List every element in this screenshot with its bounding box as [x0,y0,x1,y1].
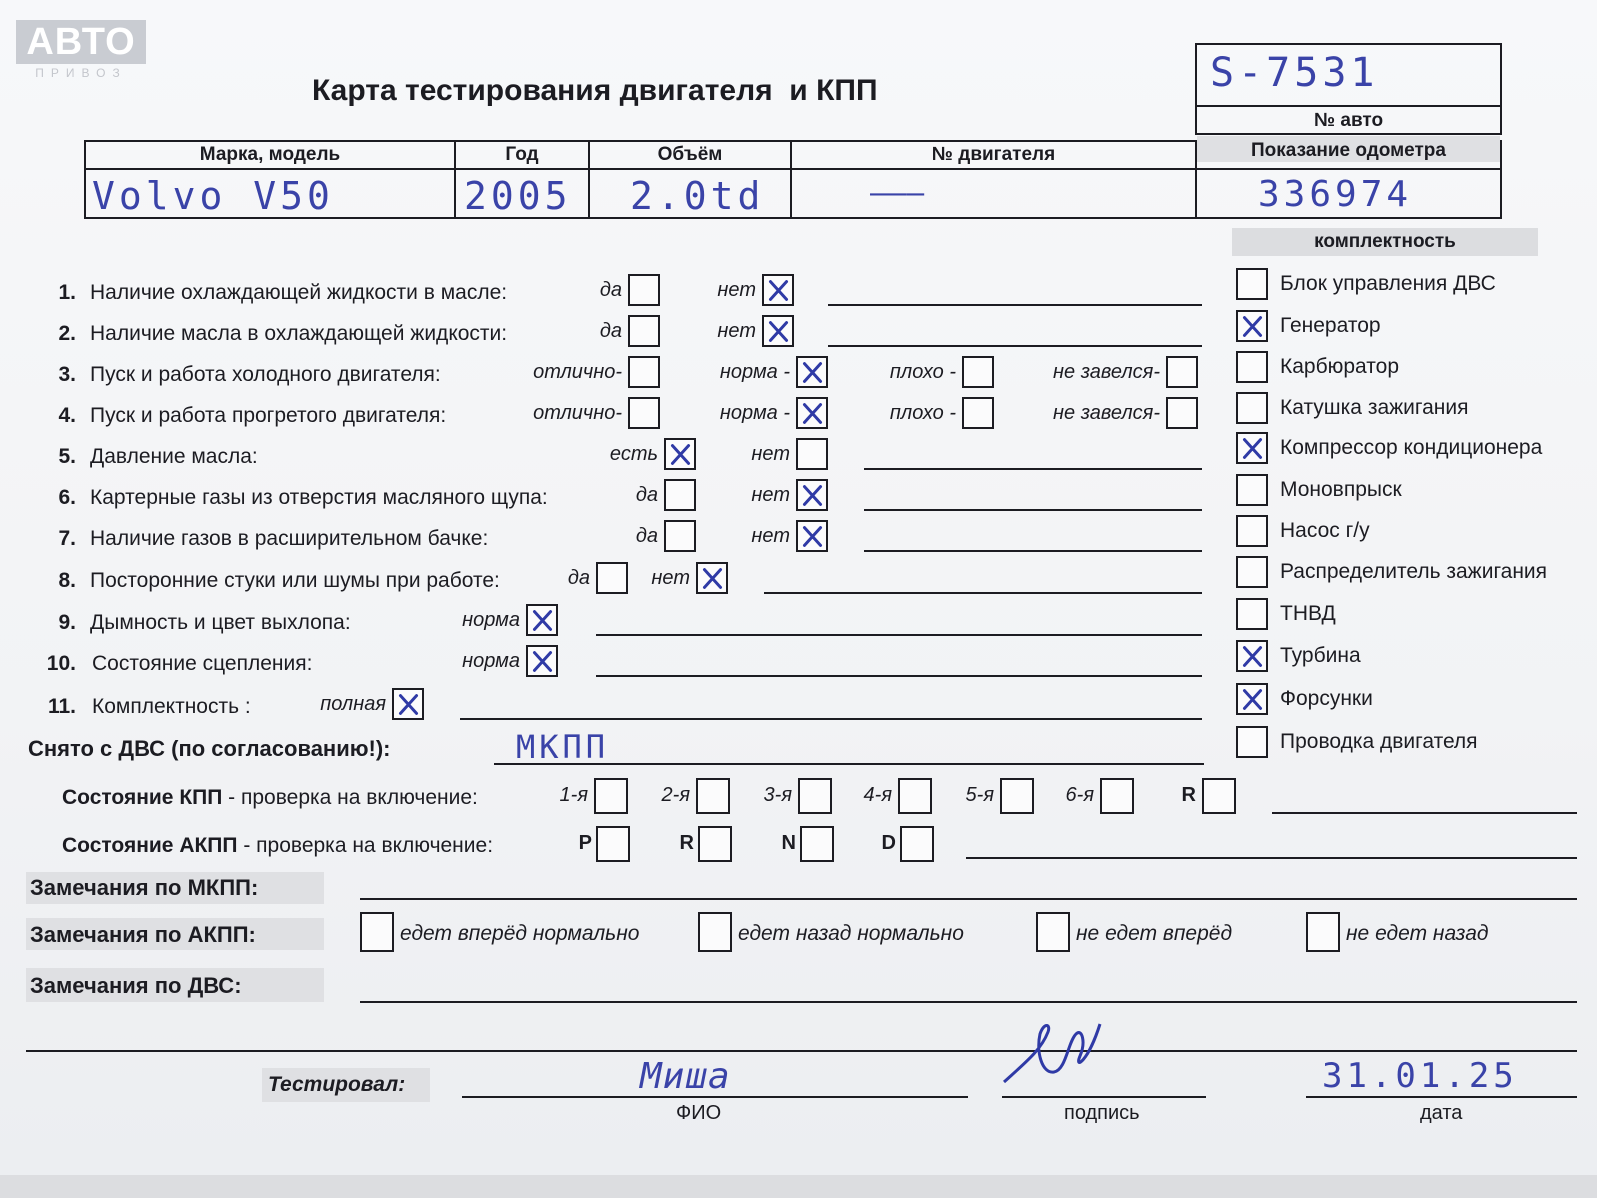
completeness-item-label: Компрессор кондиционера [1280,436,1543,459]
option-label: норма - [719,402,790,424]
kpp-gear-label: 1-я [559,784,588,806]
option-label: да [599,279,622,301]
completeness-item-label: Моновпрыск [1280,478,1402,501]
akpp-mode-label: D [881,832,896,854]
removed-value: МКПП [516,728,610,766]
answer-line [596,634,1202,636]
kpp-label-rest: - проверка на включение: [222,786,478,809]
option-label: норма [462,650,520,672]
option-checkbox[interactable] [1166,356,1198,388]
completeness-item-label: Карбюратор [1280,355,1400,378]
option-checkbox[interactable] [628,356,660,388]
name-caption: ФИО [676,1102,722,1124]
answer-line [828,304,1202,306]
tester-name: Миша [640,1056,731,1097]
header-year: Год [505,144,539,165]
answer-line [596,675,1202,677]
answer-line [828,345,1202,347]
option-checkbox[interactable] [696,562,728,594]
value-engine-no: ——— [870,176,925,211]
completeness-item-label: Проводка двигателя [1280,730,1478,753]
kpp-line [1272,812,1577,814]
completeness-checkbox[interactable] [1236,392,1268,424]
answer-line [764,592,1202,594]
remarks-mkpp-line [360,898,1577,900]
answer-line [864,509,1202,511]
question-text: Дымность и цвет выхлопа: [90,611,351,634]
kpp-gear-checkbox[interactable] [696,778,730,814]
remarks-mkpp-label: Замечания по МКПП: [30,875,259,900]
completeness-checkbox[interactable] [1236,268,1268,300]
kpp-gear-checkbox[interactable] [1100,778,1134,814]
kpp-gear-label: 5-я [965,784,994,806]
answer-line [864,468,1202,470]
auto-number-value: S-7531 [1210,50,1379,96]
option-checkbox[interactable] [962,397,994,429]
option-label: норма - [719,361,790,383]
akpp-remark-checkbox[interactable] [360,912,394,952]
option-label: отлично- [533,402,622,424]
kpp-gear-label: R [1181,784,1196,806]
question-text: Наличие охлаждающей жидкости в масле: [90,281,508,304]
avto-logo-subtitle: ПРИВОЗ [35,66,127,80]
completeness-item-label: Насос г/у [1280,519,1370,542]
question-text: Наличие газов в расширительном бачке: [90,527,489,550]
completeness-checkbox[interactable] [1236,556,1268,588]
kpp-gear-checkbox[interactable] [1000,778,1034,814]
option-label: не завелся- [1053,402,1160,424]
option-label: отлично- [533,361,622,383]
akpp-remark-label: едет вперёд нормально [400,922,640,945]
kpp-gear-label: 2-я [661,784,690,806]
question-text: Состояние сцепления: [92,652,313,675]
value-odometer: 336974 [1258,174,1413,215]
option-checkbox[interactable] [526,645,558,677]
signature-line [1002,1096,1206,1098]
header-engine-no: № двигателя [931,144,1056,165]
remarks-dvs-line-2 [26,1050,1577,1052]
kpp-gear-checkbox[interactable] [1202,778,1236,814]
completeness-checkbox[interactable] [1236,432,1268,464]
completeness-item-label: Распределитель зажигания [1280,560,1548,583]
option-checkbox[interactable] [796,356,828,388]
kpp-gear-checkbox[interactable] [798,778,832,814]
tested-label: Тестировал: [268,1073,406,1096]
date-caption: дата [1420,1102,1463,1124]
option-checkbox[interactable] [1166,397,1198,429]
question-text: Пуск и работа прогретого двигателя: [90,404,447,427]
question-number: 6. [58,486,76,509]
completeness-item-label: Катушка зажигания [1280,396,1469,419]
akpp-mode-checkbox[interactable] [800,826,834,862]
option-label: нет [717,320,756,342]
akpp-remark-checkbox[interactable] [1306,912,1340,952]
option-label: нет [751,443,790,465]
auto-number-divider [1195,105,1502,107]
completeness-item-label: Генератор [1280,314,1381,337]
akpp-remark-checkbox[interactable] [1036,912,1070,952]
question-number: 2. [58,322,76,345]
background-strip [0,1175,1597,1198]
option-label: есть [609,443,658,465]
completeness-item-label: ТНВД [1280,602,1336,625]
auto-number-label: № авто [1313,110,1384,131]
completeness-item-label: Турбина [1280,644,1361,667]
question-text: Наличие масла в охлаждающей жидкости: [90,322,508,345]
option-checkbox[interactable] [762,274,794,306]
option-checkbox[interactable] [628,397,660,429]
completeness-checkbox[interactable] [1236,598,1268,630]
kpp-gear-checkbox[interactable] [594,778,628,814]
option-checkbox[interactable] [762,315,794,347]
answer-line [864,550,1202,552]
akpp-remark-label: не едет назад [1346,922,1489,945]
test-date: 31.01.25 [1322,1056,1518,1096]
completeness-item-label: Блок управления ДВС [1280,272,1496,295]
option-checkbox[interactable] [796,520,828,552]
option-label: норма [462,609,520,631]
option-checkbox[interactable] [664,479,696,511]
akpp-mode-checkbox[interactable] [698,826,732,862]
question-number: 7. [58,527,76,550]
question-number: 11. [47,695,76,718]
kpp-label [62,786,478,810]
option-checkbox[interactable] [796,438,828,470]
kpp-label-bold: Состояние КПП [62,786,223,809]
akpp-label-rest: - проверка на включение: [237,834,494,857]
removed-label: Снято с ДВС (по согласованию!): [28,736,391,761]
page-title: Карта тестирования двигателя и КПП [312,74,878,107]
option-checkbox[interactable] [664,438,696,470]
signature-mark [996,1012,1106,1092]
kpp-gear-label: 6-я [1065,784,1094,806]
answer-line [460,718,1202,720]
option-checkbox[interactable] [664,520,696,552]
option-label: нет [717,279,756,301]
option-label: плохо - [889,402,956,424]
question-number: 1. [58,281,76,304]
kpp-gear-label: 4-я [863,784,892,806]
option-checkbox[interactable] [628,274,660,306]
option-checkbox[interactable] [392,688,424,720]
value-model: Volvo V50 [92,174,334,218]
completeness-checkbox[interactable] [1236,515,1268,547]
completeness-checkbox[interactable] [1236,310,1268,342]
question-number: 9. [58,611,76,634]
remarks-dvs-label: Замечания по ДВС: [30,973,242,998]
option-checkbox[interactable] [796,479,828,511]
completeness-item-label: Форсунки [1280,687,1373,710]
akpp-remark-label: не едет вперёд [1076,922,1233,945]
option-label: нет [751,525,790,547]
question-text: Посторонние стуки или шумы при работе: [90,569,500,592]
remarks-akpp-label: Замечания по АКПП: [30,922,256,947]
option-label: плохо - [889,361,956,383]
option-label: да [599,320,622,342]
akpp-mode-label: R [679,832,694,854]
option-checkbox[interactable] [628,315,660,347]
akpp-mode-checkbox[interactable] [596,826,630,862]
question-number: 3. [58,363,76,386]
completeness-checkbox[interactable] [1236,726,1268,758]
option-label: да [567,567,590,589]
option-label: не завелся- [1053,361,1160,383]
date-line [1306,1096,1577,1098]
header-model: Марка, модель [199,144,341,165]
akpp-remark-label: едет назад нормально [738,922,964,945]
akpp-mode-checkbox[interactable] [900,826,934,862]
option-checkbox[interactable] [796,397,828,429]
value-volume: 2.0td [630,174,765,218]
akpp-label [62,834,493,858]
option-checkbox[interactable] [596,562,628,594]
option-checkbox[interactable] [526,604,558,636]
question-number: 4. [58,404,76,427]
option-label: да [635,484,658,506]
kpp-gear-label: 3-я [763,784,792,806]
question-text: Комплектность : [92,695,251,718]
completeness-checkbox[interactable] [1236,683,1268,715]
akpp-line [966,857,1577,859]
question-text: Картерные газы из отверстия масляного щупа: [90,486,548,509]
completeness-checkbox[interactable] [1236,640,1268,672]
vehicle-table-header-divider [84,168,1502,170]
remarks-dvs-line [360,1001,1577,1003]
completeness-header: комплектность [1232,228,1538,256]
signature-caption: подпись [1064,1102,1140,1124]
avto-logo: АВТО [16,20,146,64]
completeness-checkbox[interactable] [1236,351,1268,383]
akpp-remark-checkbox[interactable] [698,912,732,952]
question-number: 8. [58,569,76,592]
kpp-gear-checkbox[interactable] [898,778,932,814]
akpp-mode-label: P [578,832,592,854]
question-number: 5. [58,445,76,468]
value-year: 2005 [464,174,572,218]
option-label: полная [320,693,386,715]
header-odometer: Показание одометра [1251,140,1446,161]
akpp-mode-label: N [781,832,796,854]
completeness-checkbox[interactable] [1236,474,1268,506]
option-checkbox[interactable] [962,356,994,388]
question-text: Давление масла: [90,445,258,468]
question-number: 10. [46,652,76,675]
question-text: Пуск и работа холодного двигателя: [90,363,441,386]
header-volume: Объём [657,144,723,165]
option-label: нет [751,484,790,506]
akpp-label-bold: Состояние АКПП [62,834,238,857]
option-label: нет [651,567,690,589]
option-label: да [635,525,658,547]
